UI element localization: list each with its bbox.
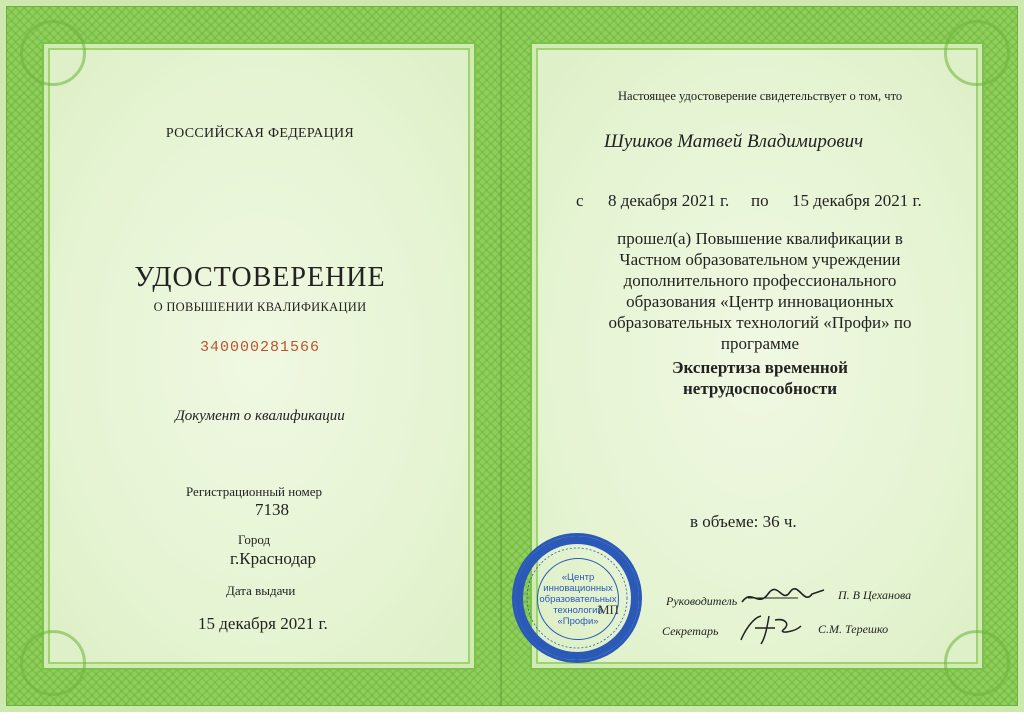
reg-number-value: 7138	[255, 500, 289, 519]
mp-mark: МП	[598, 602, 619, 617]
head-label: Руководитель	[666, 594, 738, 608]
body-line: Частном образовательном учреждении	[619, 250, 901, 269]
ornament-icon	[20, 630, 86, 696]
holder-name: Шушков Матвей Владимирович	[604, 131, 864, 152]
to-word: по	[751, 191, 769, 210]
seal-line: «Центр	[561, 571, 595, 583]
secretary-signature	[735, 610, 805, 646]
intro-text: Настоящее удостоверение свидетельствует о том, что	[618, 89, 903, 103]
program-line: Экспертиза временной	[672, 358, 848, 377]
body-text	[540, 228, 980, 354]
body-line: дополнительного профессионального	[623, 271, 897, 290]
date-from: 8 декабря 2021 г.	[608, 191, 730, 210]
ornament-icon	[944, 20, 1010, 86]
head-signature	[738, 584, 828, 612]
body-line: программе	[720, 334, 800, 353]
secretary-label: Секретарь	[662, 624, 719, 638]
seal-line: образовательных	[539, 593, 617, 605]
center-fold	[500, 6, 502, 706]
ornament-icon	[20, 20, 86, 86]
city-value: г.Краснодар	[230, 549, 317, 568]
body-line: образовательных технологий «Профи» по	[608, 313, 912, 332]
volume-hours: в объеме: 36 ч.	[690, 512, 797, 531]
seal-line: «Профи»	[557, 615, 599, 627]
document-title: УДОСТОВЕРЕНИЕ	[134, 262, 386, 293]
body-line: прошел(а) Повышение квалификации в	[617, 229, 903, 248]
reg-number-label: Регистрационный номер	[186, 484, 322, 499]
secretary-name: С.М. Терешко	[818, 622, 889, 636]
program-title	[540, 357, 980, 399]
head-name: П. В Цеханова	[838, 588, 912, 602]
serial-number: 340000281566	[199, 339, 321, 356]
body-line: образования «Центр инновационных	[626, 292, 894, 311]
city-label: Город	[238, 532, 271, 547]
seal-line: технологий	[553, 604, 603, 616]
seal-center	[537, 558, 619, 640]
country-label: РОССИЙСКАЯ ФЕДЕРАЦИЯ	[165, 126, 355, 141]
from-word: с	[576, 191, 584, 210]
ornament-icon	[944, 630, 1010, 696]
seal-line: инновационных	[543, 582, 613, 594]
document-type: Документ о квалификации	[175, 408, 345, 424]
document-subtitle: О ПОВЫШЕНИИ КВАЛИФИКАЦИИ	[153, 300, 367, 314]
program-line: нетрудоспособности	[682, 379, 838, 398]
organization-seal	[512, 533, 642, 663]
date-to: 15 декабря 2021 г.	[792, 191, 922, 210]
issue-date-value: 15 декабря 2021 г.	[198, 614, 328, 633]
issue-date-label: Дата выдачи	[226, 583, 296, 598]
